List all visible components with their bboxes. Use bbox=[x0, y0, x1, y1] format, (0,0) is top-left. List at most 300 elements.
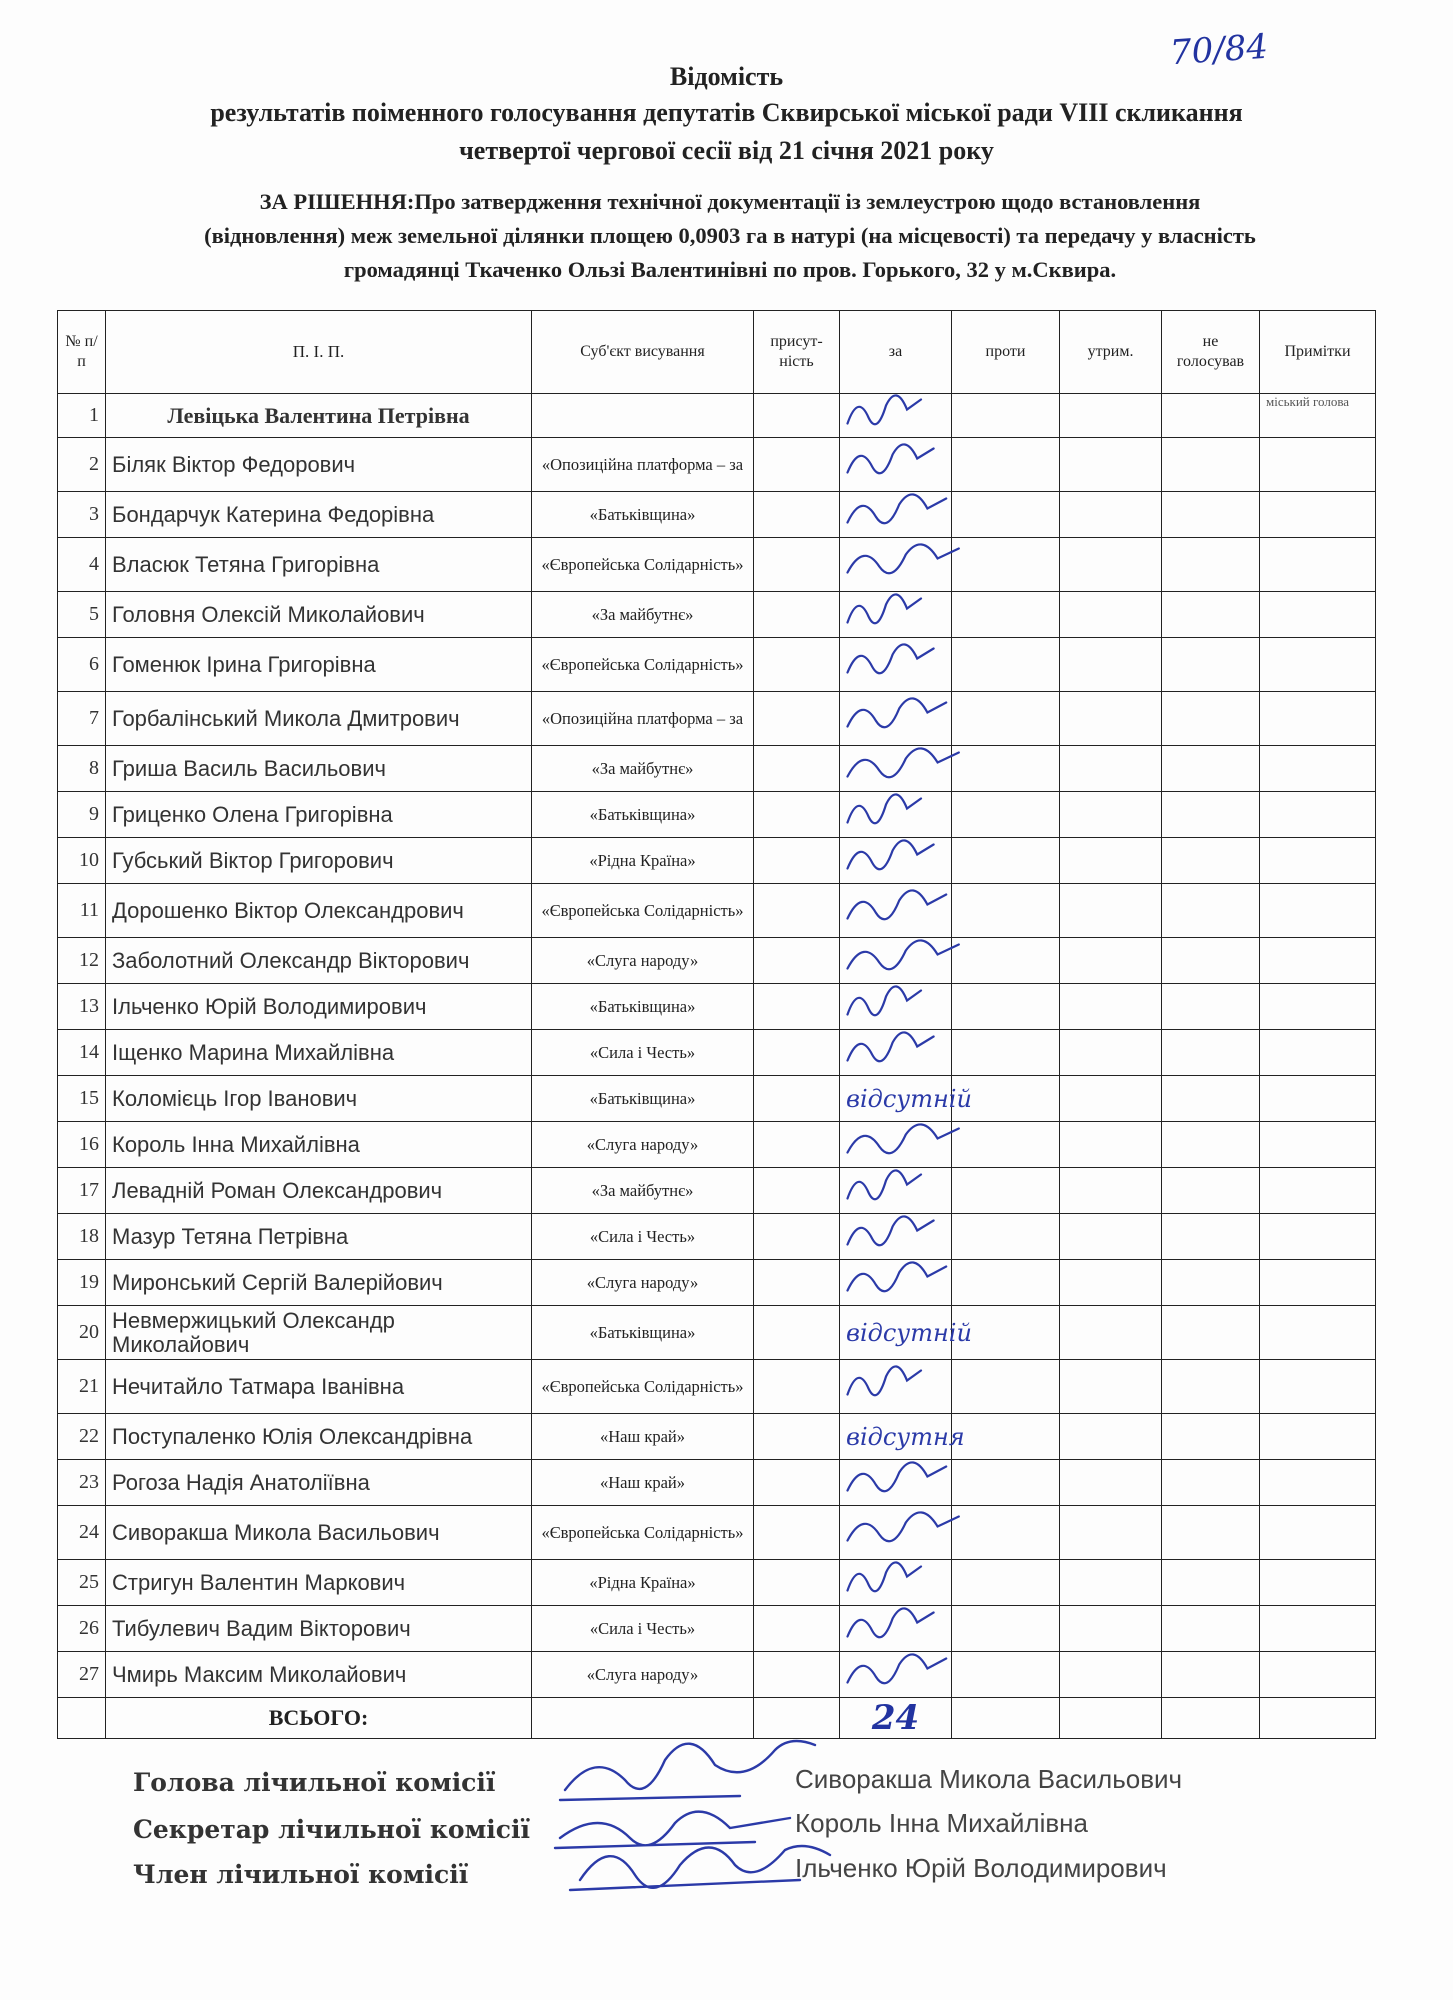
note-cell bbox=[1260, 692, 1376, 746]
faction: «Рідна Країна» bbox=[532, 838, 754, 884]
presence-cell bbox=[754, 1460, 840, 1506]
vote-za-cell bbox=[840, 792, 952, 838]
note-cell bbox=[1260, 1306, 1376, 1360]
vote-utrym-cell bbox=[1060, 1168, 1162, 1214]
table-row bbox=[58, 1414, 1376, 1460]
deputy-name: Чмирь Максим Миколайович bbox=[106, 1652, 532, 1698]
table-row bbox=[58, 1506, 1376, 1560]
faction: «Слуга народу» bbox=[532, 1122, 754, 1168]
header-present: присут-ність bbox=[754, 311, 840, 394]
vote-proty-cell bbox=[952, 1606, 1060, 1652]
vote-utrym-cell bbox=[1060, 1214, 1162, 1260]
vote-utrym-cell bbox=[1060, 592, 1162, 638]
vote-ne-golos-cell bbox=[1162, 394, 1260, 438]
document-subtitle: результатів поіменного голосування депутатів Сквирської міської ради VIII скликання bbox=[210, 98, 1243, 127]
faction: «Наш край» bbox=[532, 1414, 754, 1460]
table-row bbox=[58, 438, 1376, 492]
num: 18 bbox=[58, 1214, 106, 1260]
total-faction-cell bbox=[532, 1698, 754, 1739]
vote-proty-cell bbox=[952, 1460, 1060, 1506]
deputy-name: Невмержицький Олександр Миколайович bbox=[106, 1306, 532, 1360]
table-header-row bbox=[58, 311, 1376, 394]
num: 2 bbox=[58, 438, 106, 492]
vote-utrym-cell bbox=[1060, 838, 1162, 884]
vote-utrym-cell bbox=[1060, 538, 1162, 592]
num: 14 bbox=[58, 1030, 106, 1076]
table-row bbox=[58, 792, 1376, 838]
deputy-name: Заболотний Олександр Вікторович bbox=[106, 938, 532, 984]
presence-cell bbox=[754, 1360, 840, 1414]
vote-utrym-cell bbox=[1060, 1652, 1162, 1698]
presence-cell bbox=[754, 984, 840, 1030]
note-cell bbox=[1260, 538, 1376, 592]
num: 15 bbox=[58, 1076, 106, 1122]
table-row bbox=[58, 1214, 1376, 1260]
vote-za-cell bbox=[840, 746, 952, 792]
header-faction: Суб'єкт висування bbox=[532, 311, 754, 394]
table-row bbox=[58, 1076, 1376, 1122]
commission-name-head: Сиворакша Микола Васильович bbox=[795, 1764, 1183, 1794]
deputy-name: Ільченко Юрій Володимирович bbox=[106, 984, 532, 1030]
note-cell bbox=[1260, 1360, 1376, 1414]
vote-proty-cell bbox=[952, 1414, 1060, 1460]
faction: «Наш край» bbox=[532, 1460, 754, 1506]
deputy-name: Король Інна Михайлівна bbox=[106, 1122, 532, 1168]
vote-proty-cell bbox=[952, 1652, 1060, 1698]
commission-role-member: Член лічильної комісії bbox=[133, 1860, 469, 1889]
total-note-cell bbox=[1260, 1698, 1376, 1739]
vote-proty-cell bbox=[952, 938, 1060, 984]
vote-ne-golos-cell bbox=[1162, 538, 1260, 592]
num: 11 bbox=[58, 884, 106, 938]
vote-proty-cell bbox=[952, 838, 1060, 884]
deputy-name: Мазур Тетяна Петрівна bbox=[106, 1214, 532, 1260]
faction: «Опозиційна платформа – за bbox=[532, 692, 754, 746]
presence-cell bbox=[754, 1168, 840, 1214]
vote-proty-cell bbox=[952, 1260, 1060, 1306]
vote-za-cell bbox=[840, 1606, 952, 1652]
num: 10 bbox=[58, 838, 106, 884]
num: 5 bbox=[58, 592, 106, 638]
note-cell bbox=[1260, 1076, 1376, 1122]
faction: «За майбутнє» bbox=[532, 592, 754, 638]
table-row bbox=[58, 1560, 1376, 1606]
table-row bbox=[58, 394, 1376, 438]
presence-cell bbox=[754, 638, 840, 692]
num: 26 bbox=[58, 1606, 106, 1652]
header-za: за bbox=[840, 311, 952, 394]
commission-name-secretary: Король Інна Михайлівна bbox=[795, 1808, 1088, 1838]
faction: «Сила і Честь» bbox=[532, 1214, 754, 1260]
num: 19 bbox=[58, 1260, 106, 1306]
deputy-name: Біляк Віктор Федорович bbox=[106, 438, 532, 492]
vote-ne-golos-cell bbox=[1162, 1506, 1260, 1560]
faction: «Європейська Солідарність» bbox=[532, 638, 754, 692]
vote-proty-cell bbox=[952, 394, 1060, 438]
faction: «Батьківщина» bbox=[532, 1306, 754, 1360]
vote-proty-cell bbox=[952, 692, 1060, 746]
header-utrym: утрим. bbox=[1060, 311, 1162, 394]
vote-proty-cell bbox=[952, 638, 1060, 692]
deputy-name: Горбалінський Микола Дмитрович bbox=[106, 692, 532, 746]
deputy-name: Поступаленко Юлія Олександрівна bbox=[106, 1414, 532, 1460]
note-cell bbox=[1260, 1122, 1376, 1168]
vote-ne-golos-cell bbox=[1162, 938, 1260, 984]
note-cell bbox=[1260, 792, 1376, 838]
faction: «Рідна Країна» bbox=[532, 1560, 754, 1606]
vote-za-cell bbox=[840, 1560, 952, 1606]
table-row bbox=[58, 984, 1376, 1030]
deputy-name: Власюк Тетяна Григорівна bbox=[106, 538, 532, 592]
header-proty: проти bbox=[952, 311, 1060, 394]
presence-cell bbox=[754, 884, 840, 938]
total-present-cell bbox=[754, 1698, 840, 1739]
presence-cell bbox=[754, 838, 840, 884]
vote-ne-golos-cell bbox=[1162, 1168, 1260, 1214]
note-cell bbox=[1260, 746, 1376, 792]
table-row bbox=[58, 746, 1376, 792]
vote-za-cell bbox=[840, 1460, 952, 1506]
vote-ne-golos-cell bbox=[1162, 438, 1260, 492]
deputy-name: Дорошенко Віктор Олександрович bbox=[106, 884, 532, 938]
faction: «Слуга народу» bbox=[532, 1652, 754, 1698]
vote-za-cell bbox=[840, 938, 952, 984]
vote-proty-cell bbox=[952, 592, 1060, 638]
faction: «Батьківщина» bbox=[532, 984, 754, 1030]
note-cell bbox=[1260, 1460, 1376, 1506]
session-date: четвертої чергової сесії від 21 січня 2021 року bbox=[459, 136, 994, 165]
faction bbox=[532, 394, 754, 438]
vote-za-cell bbox=[840, 638, 952, 692]
num: 6 bbox=[58, 638, 106, 692]
vote-utrym-cell bbox=[1060, 1076, 1162, 1122]
faction: «Сила і Честь» bbox=[532, 1030, 754, 1076]
presence-cell bbox=[754, 592, 840, 638]
vote-za-cell bbox=[840, 394, 952, 438]
vote-utrym-cell bbox=[1060, 1260, 1162, 1306]
table-row bbox=[58, 1306, 1376, 1360]
presence-cell bbox=[754, 538, 840, 592]
deputy-name: Рогоза Надія Анатоліївна bbox=[106, 1460, 532, 1506]
table-row bbox=[58, 538, 1376, 592]
vote-proty-cell bbox=[952, 1214, 1060, 1260]
vote-ne-golos-cell bbox=[1162, 1460, 1260, 1506]
note-cell bbox=[1260, 638, 1376, 692]
decision-line-3: громадянці Ткаченко Ользі Валентинівні по пров. Горького, 32 у м.Сквира. bbox=[343, 257, 1117, 282]
table-row bbox=[58, 592, 1376, 638]
faction: «За майбутнє» bbox=[532, 1168, 754, 1214]
presence-cell bbox=[754, 1606, 840, 1652]
note-cell bbox=[1260, 1214, 1376, 1260]
vote-ne-golos-cell bbox=[1162, 1076, 1260, 1122]
total-ne-golos-cell bbox=[1162, 1698, 1260, 1739]
note-cell bbox=[1260, 1168, 1376, 1214]
vote-utrym-cell bbox=[1060, 394, 1162, 438]
head-signature bbox=[560, 1741, 815, 1800]
presence-cell bbox=[754, 394, 840, 438]
presence-cell bbox=[754, 1030, 840, 1076]
table-body bbox=[58, 394, 1376, 1698]
presence-cell bbox=[754, 1652, 840, 1698]
presence-cell bbox=[754, 1414, 840, 1460]
faction: «Слуга народу» bbox=[532, 938, 754, 984]
num: 22 bbox=[58, 1414, 106, 1460]
vote-utrym-cell bbox=[1060, 1360, 1162, 1414]
vote-utrym-cell bbox=[1060, 1560, 1162, 1606]
num: 20 bbox=[58, 1306, 106, 1360]
table-row bbox=[58, 1260, 1376, 1306]
vote-ne-golos-cell bbox=[1162, 1306, 1260, 1360]
vote-ne-golos-cell bbox=[1162, 1652, 1260, 1698]
presence-cell bbox=[754, 1260, 840, 1306]
num: 24 bbox=[58, 1506, 106, 1560]
num: 7 bbox=[58, 692, 106, 746]
vote-za-cell: відсутня bbox=[840, 1414, 952, 1460]
vote-ne-golos-cell bbox=[1162, 746, 1260, 792]
vote-ne-golos-cell bbox=[1162, 838, 1260, 884]
num: 4 bbox=[58, 538, 106, 592]
deputy-name: Миронський Сергій Валерійович bbox=[106, 1260, 532, 1306]
note-cell bbox=[1260, 438, 1376, 492]
table-row bbox=[58, 692, 1376, 746]
faction: «Батьківщина» bbox=[532, 492, 754, 538]
deputy-name: Гриша Василь Васильович bbox=[106, 746, 532, 792]
table-row bbox=[58, 938, 1376, 984]
deputy-name: Нечитайло Татмара Іванівна bbox=[106, 1360, 532, 1414]
table-row bbox=[58, 1122, 1376, 1168]
table-row bbox=[58, 638, 1376, 692]
header-ne-golos: не голосував bbox=[1162, 311, 1260, 394]
vote-ne-golos-cell bbox=[1162, 1214, 1260, 1260]
vote-za-cell bbox=[840, 1260, 952, 1306]
deputy-name: Головня Олексій Миколайович bbox=[106, 592, 532, 638]
vote-ne-golos-cell bbox=[1162, 984, 1260, 1030]
table-row bbox=[58, 884, 1376, 938]
faction: «За майбутнє» bbox=[532, 746, 754, 792]
note-cell bbox=[1260, 1606, 1376, 1652]
commission-role-head: Голова лічильної комісії bbox=[133, 1768, 496, 1797]
deputy-name: Іщенко Марина Михайлівна bbox=[106, 1030, 532, 1076]
vote-za-cell bbox=[840, 1122, 952, 1168]
page-number: 70/84 bbox=[1168, 26, 1270, 74]
table-row bbox=[58, 838, 1376, 884]
vote-ne-golos-cell bbox=[1162, 1606, 1260, 1652]
num: 25 bbox=[58, 1560, 106, 1606]
presence-cell bbox=[754, 1560, 840, 1606]
note-cell bbox=[1260, 1260, 1376, 1306]
presence-cell bbox=[754, 492, 840, 538]
vote-ne-golos-cell bbox=[1162, 1260, 1260, 1306]
num: 16 bbox=[58, 1122, 106, 1168]
num: 17 bbox=[58, 1168, 106, 1214]
vote-za-cell: відсутній bbox=[840, 1306, 952, 1360]
faction: «Батьківщина» bbox=[532, 792, 754, 838]
table-row bbox=[58, 1652, 1376, 1698]
vote-utrym-cell bbox=[1060, 1414, 1162, 1460]
vote-proty-cell bbox=[952, 984, 1060, 1030]
vote-proty-cell bbox=[952, 1560, 1060, 1606]
vote-za-cell bbox=[840, 438, 952, 492]
decision-text bbox=[60, 185, 1400, 287]
num: 23 bbox=[58, 1460, 106, 1506]
vote-proty-cell bbox=[952, 1030, 1060, 1076]
presence-cell bbox=[754, 792, 840, 838]
note-cell bbox=[1260, 492, 1376, 538]
vote-utrym-cell bbox=[1060, 884, 1162, 938]
header-fio: П. І. П. bbox=[106, 311, 532, 394]
note-cell: міський голова bbox=[1260, 394, 1376, 438]
vote-proty-cell bbox=[952, 746, 1060, 792]
deputy-name: Сиворакша Микола Васильович bbox=[106, 1506, 532, 1560]
note-cell bbox=[1260, 1414, 1376, 1460]
presence-cell bbox=[754, 1306, 840, 1360]
vote-za-cell bbox=[840, 1360, 952, 1414]
deputy-name: Левадній Роман Олександрович bbox=[106, 1168, 532, 1214]
vote-proty-cell bbox=[952, 538, 1060, 592]
vote-utrym-cell bbox=[1060, 1606, 1162, 1652]
note-cell bbox=[1260, 984, 1376, 1030]
vote-proty-cell bbox=[952, 792, 1060, 838]
vote-za-cell bbox=[840, 884, 952, 938]
num: 12 bbox=[58, 938, 106, 984]
secretary-signature bbox=[555, 1812, 790, 1848]
vote-utrym-cell bbox=[1060, 438, 1162, 492]
faction: «Європейська Солідарність» bbox=[532, 1506, 754, 1560]
vote-utrym-cell bbox=[1060, 1460, 1162, 1506]
deputy-name: Стригун Валентин Маркович bbox=[106, 1560, 532, 1606]
vote-ne-golos-cell bbox=[1162, 1360, 1260, 1414]
note-cell bbox=[1260, 1030, 1376, 1076]
table-row bbox=[58, 1460, 1376, 1506]
vote-ne-golos-cell bbox=[1162, 884, 1260, 938]
presence-cell bbox=[754, 692, 840, 746]
vote-za-cell bbox=[840, 984, 952, 1030]
vote-proty-cell bbox=[952, 1360, 1060, 1414]
vote-ne-golos-cell bbox=[1162, 638, 1260, 692]
vote-proty-cell bbox=[952, 1122, 1060, 1168]
faction: «Європейська Солідарність» bbox=[532, 884, 754, 938]
note-cell bbox=[1260, 938, 1376, 984]
faction: «Слуга народу» bbox=[532, 1260, 754, 1306]
voting-table bbox=[57, 310, 1376, 1739]
vote-proty-cell bbox=[952, 1168, 1060, 1214]
vote-utrym-cell bbox=[1060, 1306, 1162, 1360]
header-num: № п/п bbox=[58, 311, 106, 394]
vote-utrym-cell bbox=[1060, 792, 1162, 838]
note-cell bbox=[1260, 838, 1376, 884]
presence-cell bbox=[754, 1214, 840, 1260]
commission-name-member: Ільченко Юрій Володимирович bbox=[795, 1853, 1167, 1883]
note-cell bbox=[1260, 1652, 1376, 1698]
presence-cell bbox=[754, 1506, 840, 1560]
vote-za-cell bbox=[840, 1030, 952, 1076]
note-cell bbox=[1260, 592, 1376, 638]
total-proty-cell bbox=[952, 1698, 1060, 1739]
total-label: ВСЬОГО: bbox=[106, 1698, 532, 1739]
note-cell bbox=[1260, 1506, 1376, 1560]
vote-za-cell bbox=[840, 1214, 952, 1260]
num: 27 bbox=[58, 1652, 106, 1698]
table-row bbox=[58, 1360, 1376, 1414]
vote-za-cell bbox=[840, 838, 952, 884]
presence-cell bbox=[754, 438, 840, 492]
deputy-name: Гоменюк Ірина Григорівна bbox=[106, 638, 532, 692]
vote-za-cell bbox=[840, 1506, 952, 1560]
vote-ne-golos-cell bbox=[1162, 792, 1260, 838]
vote-ne-golos-cell bbox=[1162, 1560, 1260, 1606]
faction: «Батьківщина» bbox=[532, 1076, 754, 1122]
vote-proty-cell bbox=[952, 1506, 1060, 1560]
deputy-name: Бондарчук Катерина Федорівна bbox=[106, 492, 532, 538]
faction: «Європейська Солідарність» bbox=[532, 538, 754, 592]
vote-za-cell bbox=[840, 1168, 952, 1214]
note-cell bbox=[1260, 1560, 1376, 1606]
vote-za-cell bbox=[840, 692, 952, 746]
vote-ne-golos-cell bbox=[1162, 1414, 1260, 1460]
vote-utrym-cell bbox=[1060, 1122, 1162, 1168]
vote-utrym-cell bbox=[1060, 1030, 1162, 1076]
num: 13 bbox=[58, 984, 106, 1030]
num: 8 bbox=[58, 746, 106, 792]
vote-utrym-cell bbox=[1060, 638, 1162, 692]
deputy-name: Тибулевич Вадим Вікторович bbox=[106, 1606, 532, 1652]
total-utrym-cell bbox=[1060, 1698, 1162, 1739]
vote-za-cell bbox=[840, 592, 952, 638]
vote-ne-golos-cell bbox=[1162, 1030, 1260, 1076]
vote-za-cell bbox=[840, 492, 952, 538]
vote-utrym-cell bbox=[1060, 938, 1162, 984]
decision-line-1: ЗА РІШЕННЯ:Про затвердження технічної документації із землеустрою щодо встановлення bbox=[259, 189, 1201, 214]
num: 1 bbox=[58, 394, 106, 438]
vote-ne-golos-cell bbox=[1162, 492, 1260, 538]
total-row bbox=[58, 1698, 1376, 1739]
presence-cell bbox=[754, 938, 840, 984]
num: 21 bbox=[58, 1360, 106, 1414]
header-prymitky: Примітки bbox=[1260, 311, 1376, 394]
faction: «Опозиційна платформа – за bbox=[532, 438, 754, 492]
table-row bbox=[58, 1030, 1376, 1076]
vote-utrym-cell bbox=[1060, 984, 1162, 1030]
table-row bbox=[58, 492, 1376, 538]
table-row bbox=[58, 1168, 1376, 1214]
vote-ne-golos-cell bbox=[1162, 692, 1260, 746]
vote-utrym-cell bbox=[1060, 692, 1162, 746]
vote-ne-golos-cell bbox=[1162, 592, 1260, 638]
document-title: Відомість bbox=[669, 62, 784, 91]
member-signature bbox=[570, 1846, 830, 1890]
table-row bbox=[58, 1606, 1376, 1652]
total-za: 24 bbox=[840, 1698, 952, 1739]
deputy-name: Коломієць Ігор Іванович bbox=[106, 1076, 532, 1122]
presence-cell bbox=[754, 746, 840, 792]
deputy-name: Губський Віктор Григорович bbox=[106, 838, 532, 884]
presence-cell bbox=[754, 1122, 840, 1168]
note-cell bbox=[1260, 884, 1376, 938]
vote-za-cell bbox=[840, 538, 952, 592]
vote-ne-golos-cell bbox=[1162, 1122, 1260, 1168]
num: 9 bbox=[58, 792, 106, 838]
faction: «Сила і Честь» bbox=[532, 1606, 754, 1652]
total-num-cell bbox=[58, 1698, 106, 1739]
deputy-name: Гриценко Олена Григорівна bbox=[106, 792, 532, 838]
presence-cell bbox=[754, 1076, 840, 1122]
vote-utrym-cell bbox=[1060, 492, 1162, 538]
vote-proty-cell bbox=[952, 438, 1060, 492]
vote-proty-cell bbox=[952, 492, 1060, 538]
vote-proty-cell bbox=[952, 884, 1060, 938]
commission-role-secretary: Секретар лічильної комісії bbox=[133, 1815, 531, 1844]
vote-za-cell: відсутній bbox=[840, 1076, 952, 1122]
